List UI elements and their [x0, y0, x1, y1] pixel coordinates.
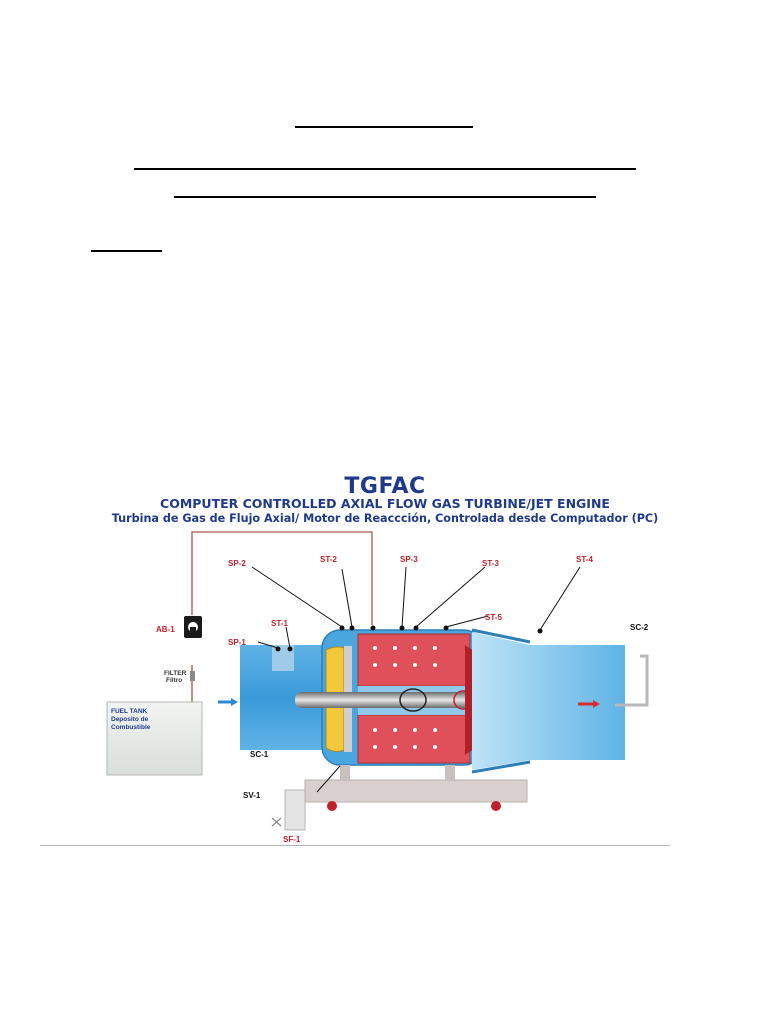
page-divider — [40, 845, 670, 846]
label-sc1: SC-1 — [250, 750, 269, 759]
label-st3: ST-3 — [482, 559, 499, 568]
tank-label-es-1: Deposito de — [111, 716, 149, 723]
engine-diagram — [100, 470, 670, 845]
combustion-chamber-top — [358, 634, 470, 686]
label-sp3: SP-3 — [400, 555, 418, 564]
figure-title-en: COMPUTER CONTROLLED AXIAL FLOW GAS TURBINE/JET ENGINE — [160, 496, 610, 511]
heading-rule-1 — [295, 126, 473, 128]
filter-label-es: Filtro — [166, 677, 183, 684]
section-rule — [91, 250, 162, 252]
heading-rule-2 — [134, 168, 636, 170]
label-sv1: SV-1 — [243, 791, 261, 800]
base-frame — [305, 780, 527, 802]
label-st1: ST-1 — [271, 619, 288, 628]
label-st4: ST-4 — [576, 555, 593, 564]
filter-label-en: FILTER — [164, 670, 187, 677]
label-sp2: SP-2 — [228, 559, 246, 568]
figure-title-es: Turbina de Gas de Flujo Axial/ Motor de Reaccción, Controlada desde Computador (PC) — [111, 512, 659, 525]
filter-icon — [190, 671, 195, 681]
label-st5: ST-5 — [485, 613, 502, 622]
label-sp1: SP-1 — [228, 638, 246, 647]
tank-label-es-2: Combustible — [111, 724, 151, 731]
label-sf1: SF-1 — [283, 835, 301, 844]
label-sc2: SC-2 — [630, 623, 649, 632]
figure-code: TGFAC — [344, 474, 426, 499]
combustion-chamber-bottom — [358, 715, 470, 763]
label-st2: ST-2 — [320, 555, 337, 564]
engine-figure — [100, 470, 670, 845]
heading-rule-3 — [174, 196, 596, 198]
exhaust-duct — [472, 632, 625, 770]
label-ab1: AB-1 — [156, 625, 175, 634]
tank-label-en: FUEL TANK — [111, 708, 148, 715]
